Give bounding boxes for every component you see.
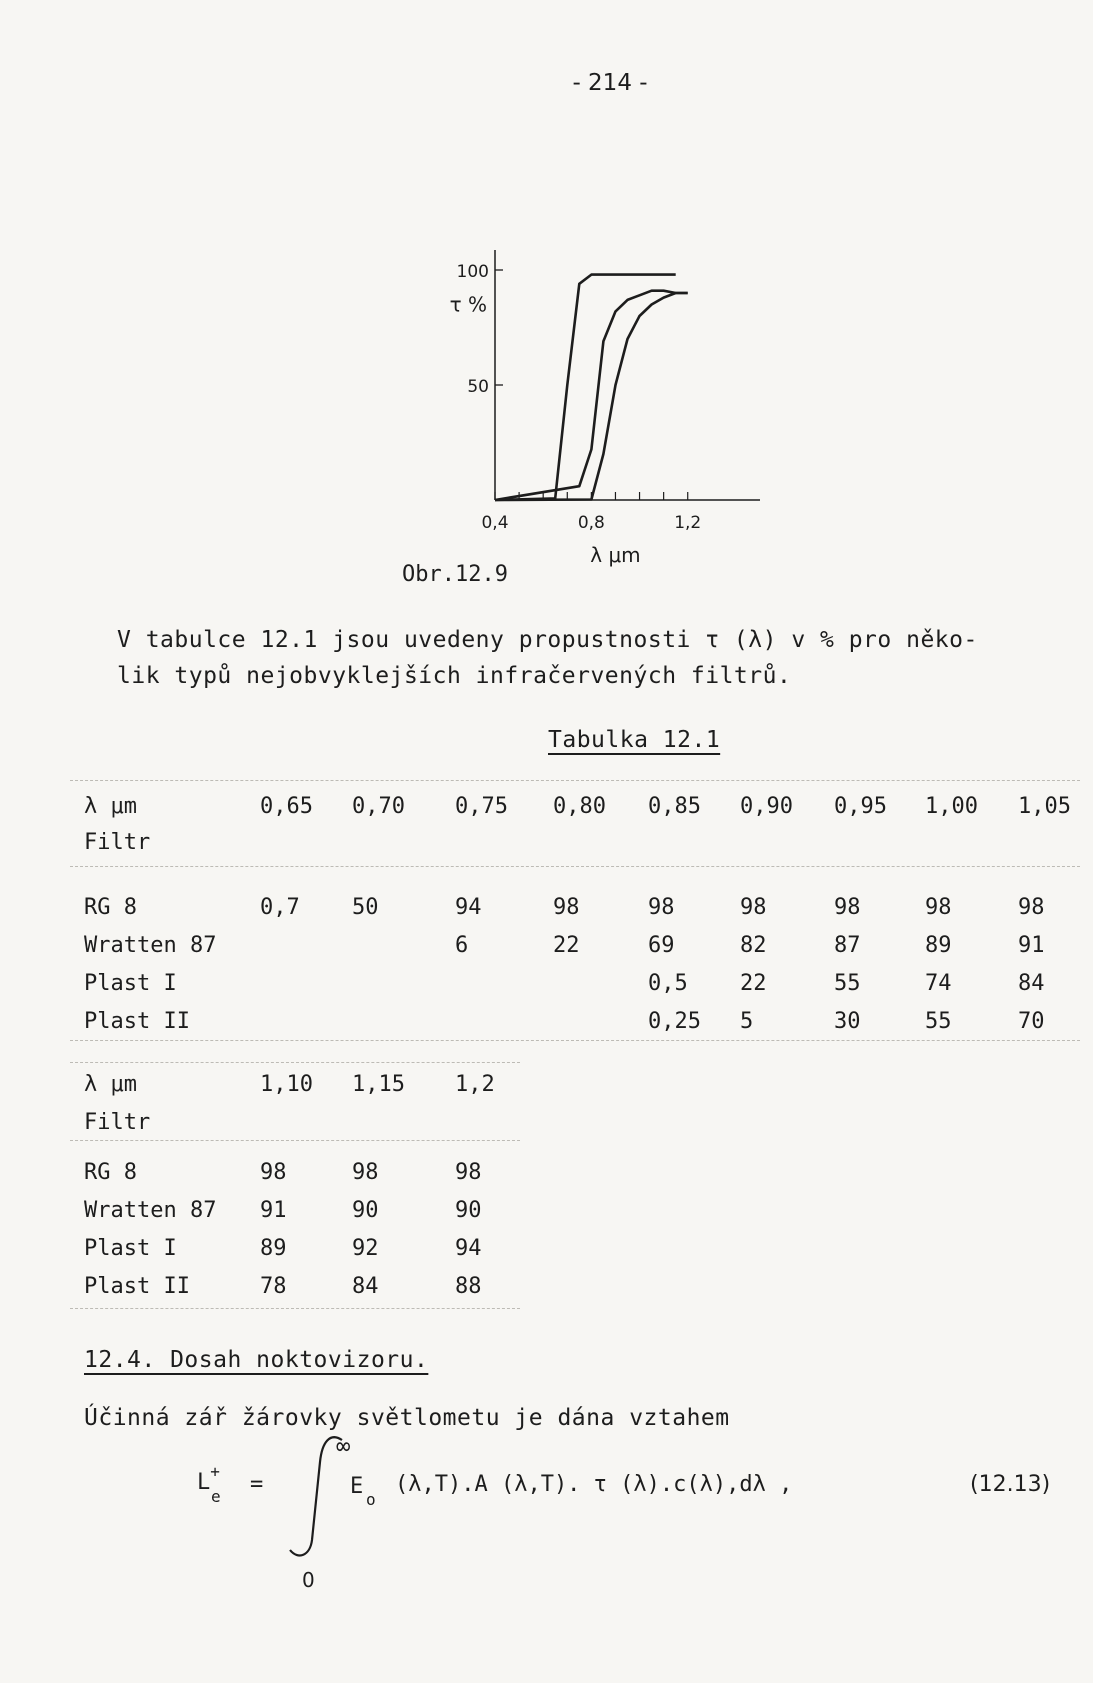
table-cell: 69 xyxy=(648,933,675,958)
series-curve-3 xyxy=(495,293,688,500)
figure-caption: Obr.12.9 xyxy=(402,562,508,587)
table-cell: 22 xyxy=(553,933,580,958)
transmission-chart xyxy=(420,230,780,590)
row-label: Plast I xyxy=(84,971,177,996)
table-cell: 98 xyxy=(455,1160,482,1185)
table-bottom-rule xyxy=(70,1040,1080,1041)
row-label: Wratten 87 xyxy=(84,933,217,958)
table-cell: 98 xyxy=(352,1160,379,1185)
table-cell: 87 xyxy=(834,933,861,958)
column-header: 0,65 xyxy=(260,794,313,819)
table-cell: 98 xyxy=(553,895,580,920)
column-header: 1,2 xyxy=(455,1072,495,1097)
row-label: Plast II xyxy=(84,1274,190,1299)
column-header: 1,05 xyxy=(1018,794,1071,819)
column-header-wavelength: λ μm xyxy=(84,1072,137,1097)
paragraph-line-1: V tabulce 12.1 jsou uvedeny propustnosti τ (λ) v % pro něko- xyxy=(117,627,978,653)
integrand-subscript: o xyxy=(366,1490,376,1509)
table-cell: 84 xyxy=(352,1274,379,1299)
column-header: 0,90 xyxy=(740,794,793,819)
row-header-filter: Filtr xyxy=(84,1110,151,1135)
table-cell: 90 xyxy=(352,1198,379,1223)
table-cell: 6 xyxy=(455,933,469,958)
row-header-filter: Filtr xyxy=(84,830,151,855)
table-cell: 91 xyxy=(1018,933,1045,958)
page-number: - 214 - xyxy=(572,70,648,96)
table-bottom-rule xyxy=(70,1308,520,1309)
table-top-rule xyxy=(70,780,1080,781)
table-cell: 84 xyxy=(1018,971,1045,996)
series-curve-2 xyxy=(495,291,688,500)
table-cell: 82 xyxy=(740,933,767,958)
table-header-rule xyxy=(70,1140,520,1141)
x-tick-label-0: 0,4 xyxy=(481,513,509,533)
table-cell: 22 xyxy=(740,971,767,996)
equation-lhs: L+ xyxy=(197,1462,220,1495)
paragraph-line-2: lik typů nejobvyklejších infračervených filtrů. xyxy=(117,663,792,689)
integral-upper-limit: ∞ xyxy=(336,1432,351,1460)
table-cell: 98 xyxy=(834,895,861,920)
table-cell: 0,7 xyxy=(260,895,300,920)
table-title: Tabulka 12.1 xyxy=(548,727,721,753)
table-cell: 70 xyxy=(1018,1009,1045,1034)
column-header: 1,00 xyxy=(925,794,978,819)
table-cell: 98 xyxy=(925,895,952,920)
row-label: Wratten 87 xyxy=(84,1198,217,1223)
column-header: 0,85 xyxy=(648,794,701,819)
table-cell: 50 xyxy=(352,895,379,920)
table-cell: 88 xyxy=(455,1274,482,1299)
table-cell: 89 xyxy=(260,1236,287,1261)
table-cell: 98 xyxy=(740,895,767,920)
integrand-expression: (λ,T).A (λ,T). τ (λ).c(λ),dλ , xyxy=(395,1472,793,1497)
row-label: RG 8 xyxy=(84,1160,137,1185)
table-cell: 0,25 xyxy=(648,1009,701,1034)
x-tick-label-2: 1,2 xyxy=(674,513,702,533)
integral-lower-limit: 0 xyxy=(302,1568,315,1592)
column-header: 0,80 xyxy=(553,794,606,819)
table-cell: 55 xyxy=(925,1009,952,1034)
table-cell: 98 xyxy=(1018,895,1045,920)
table-cell: 94 xyxy=(455,1236,482,1261)
x-axis-label: λ μm xyxy=(590,543,641,567)
equation-lhs-subscript: e xyxy=(211,1487,221,1506)
table-cell: 92 xyxy=(352,1236,379,1261)
column-header: 0,70 xyxy=(352,794,405,819)
integrand-prefix: E xyxy=(350,1474,364,1499)
equation-equals: = xyxy=(250,1472,264,1497)
table-cell: 98 xyxy=(260,1160,287,1185)
table-cell: 98 xyxy=(648,895,675,920)
row-label: RG 8 xyxy=(84,895,137,920)
table-cell: 91 xyxy=(260,1198,287,1223)
column-header: 0,75 xyxy=(455,794,508,819)
y-axis-label: τ % xyxy=(449,292,487,317)
section-heading: 12.4. Dosah noktovizoru. xyxy=(84,1347,429,1373)
table-header-rule xyxy=(70,866,1080,867)
table-cell: 78 xyxy=(260,1274,287,1299)
column-header-wavelength: λ μm xyxy=(84,794,137,819)
table-cell: 74 xyxy=(925,971,952,996)
x-tick-label-1: 0,8 xyxy=(577,513,605,533)
column-header: 1,15 xyxy=(352,1072,405,1097)
table-cell: 0,5 xyxy=(648,971,688,996)
row-label: Plast II xyxy=(84,1009,190,1034)
y-tick-label-0: 100 xyxy=(456,262,489,282)
table-top-rule xyxy=(70,1062,520,1063)
equation-number: (12.13) xyxy=(970,1472,1051,1497)
table-cell: 30 xyxy=(834,1009,861,1034)
table-cell: 5 xyxy=(740,1009,754,1034)
table-cell: 94 xyxy=(455,895,482,920)
column-header: 1,10 xyxy=(260,1072,313,1097)
table-cell: 55 xyxy=(834,971,861,996)
table-cell: 90 xyxy=(455,1198,482,1223)
row-label: Plast I xyxy=(84,1236,177,1261)
column-header: 0,95 xyxy=(834,794,887,819)
table-cell: 89 xyxy=(925,933,952,958)
y-tick-label-1: 50 xyxy=(467,377,489,397)
section-text: Účinná zář žárovky světlometu je dána vztahem xyxy=(84,1405,730,1431)
